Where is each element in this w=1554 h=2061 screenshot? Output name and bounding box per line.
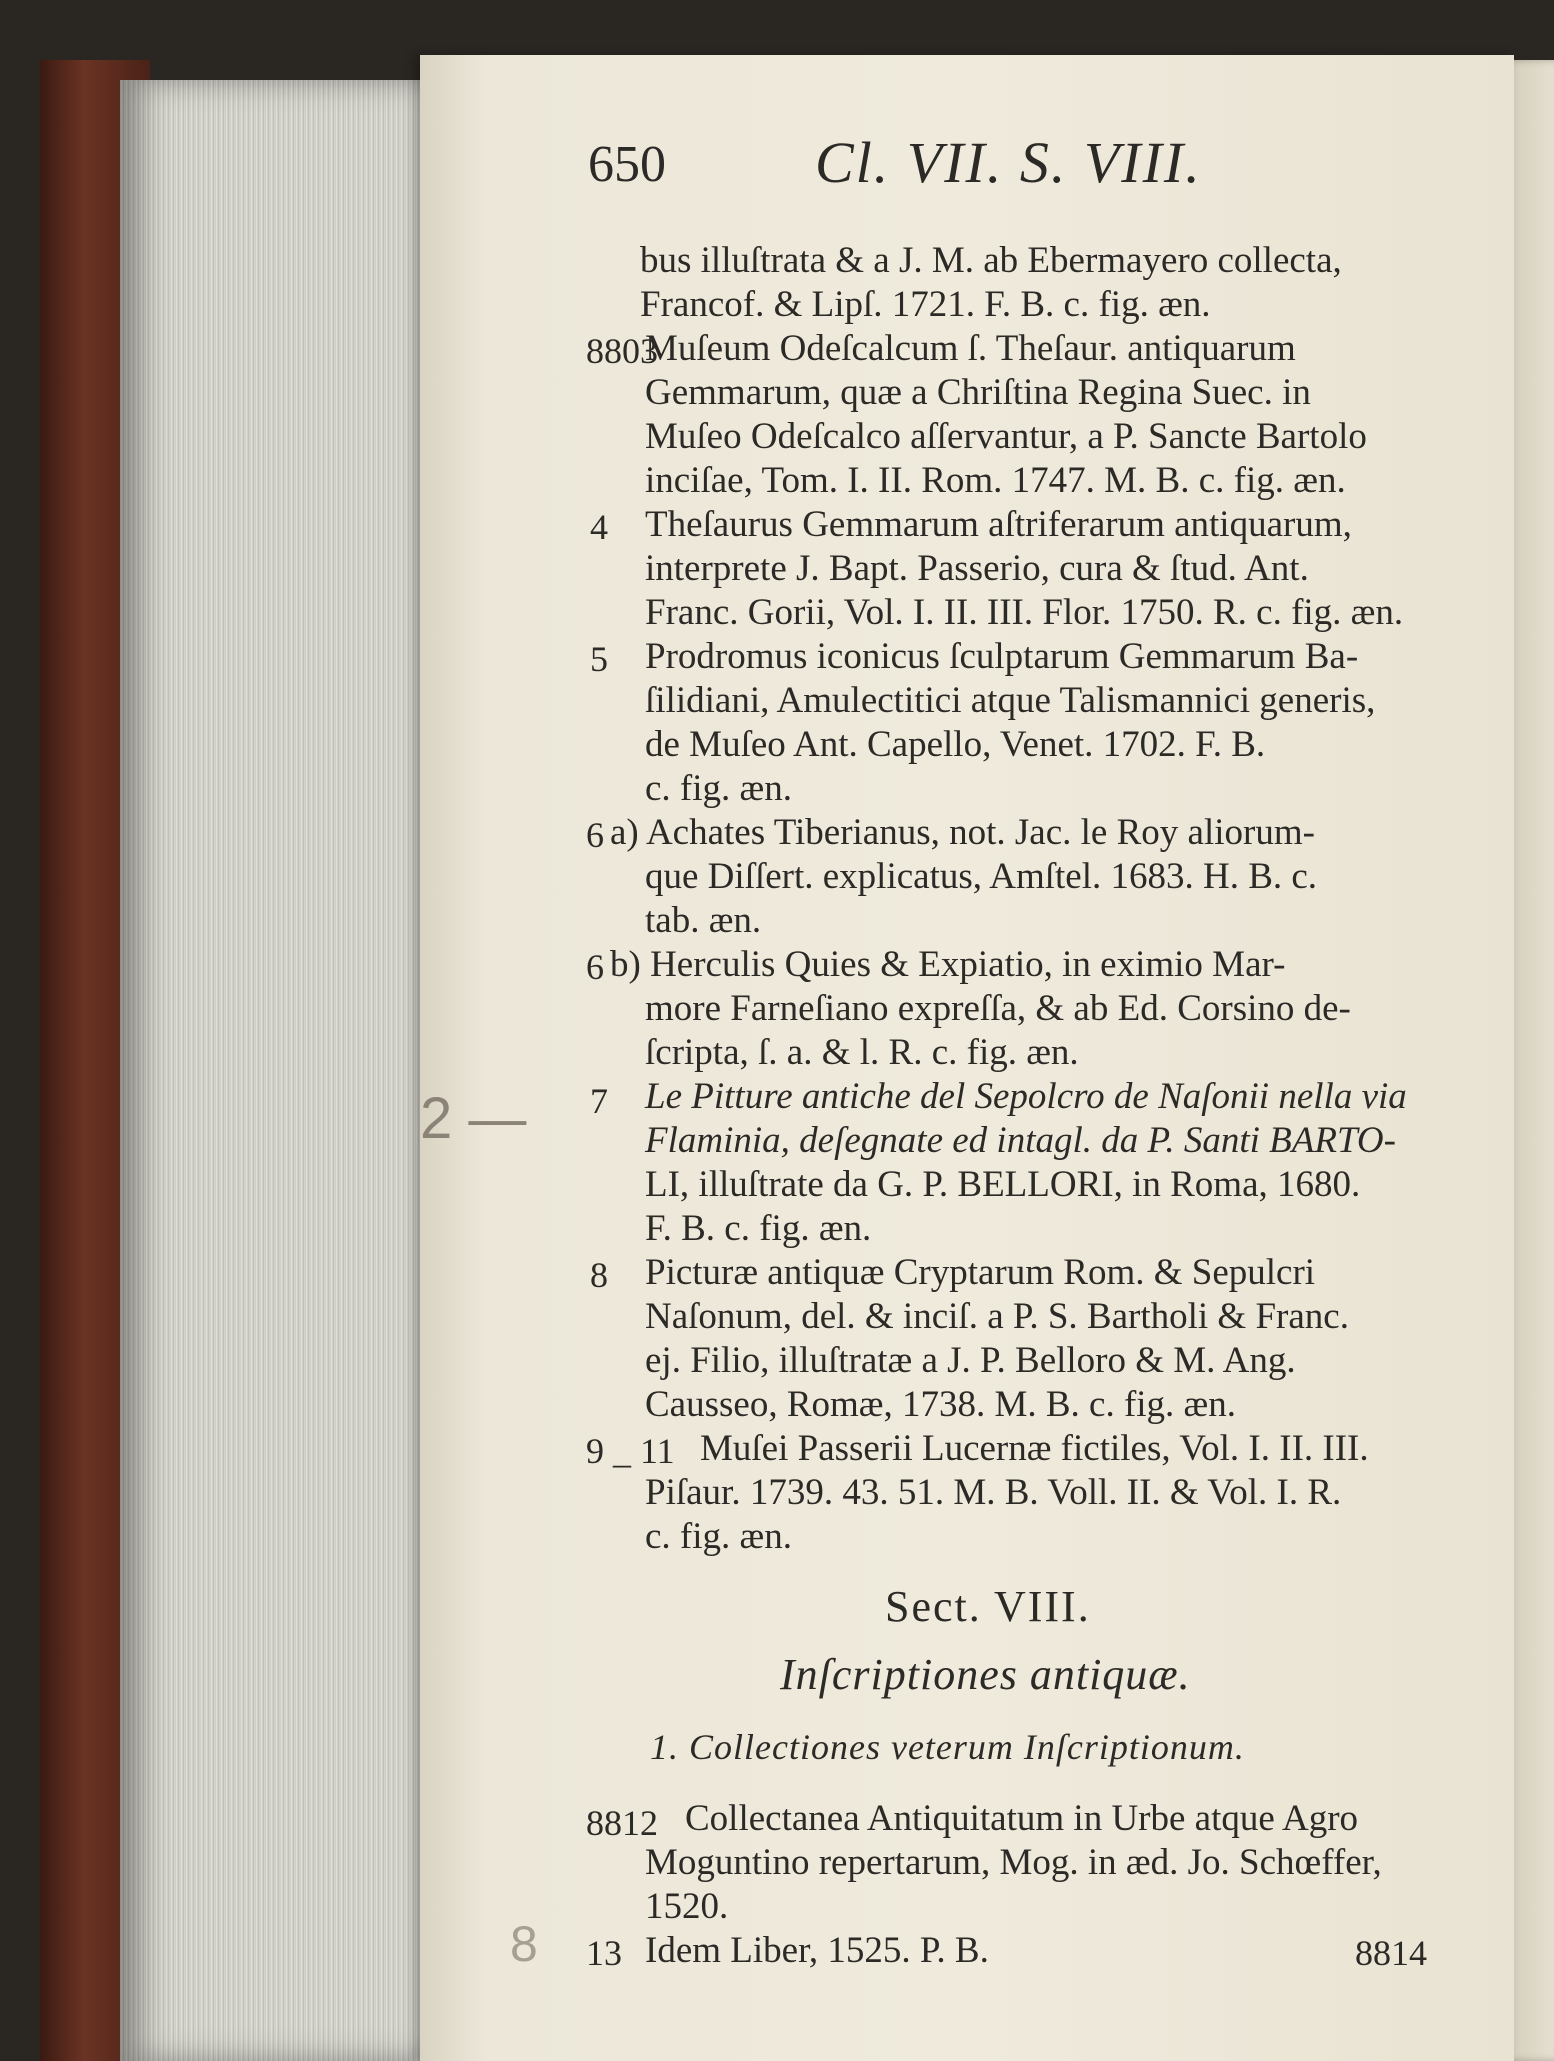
catchword: 8814 bbox=[1355, 1933, 1427, 1973]
text-line: de Muſeo Ant. Capello, Venet. 1702. F. B. bbox=[645, 724, 1266, 765]
entry-number: 9 _ 11 bbox=[586, 1431, 675, 1471]
text-line: Muſei Passerii Lucernæ fictiles, Vol. I. II. III. bbox=[700, 1428, 1369, 1469]
book-page bbox=[420, 55, 1514, 2061]
text-line: F. B. c. fig. æn. bbox=[645, 1208, 872, 1249]
text-line: Collectanea Antiquitatum in Urbe atque Agro bbox=[685, 1798, 1359, 1839]
entry-number: 6 bbox=[586, 815, 604, 855]
text-line: Flaminia, deſegnate ed intagl. da P. Santi BARTO- bbox=[645, 1120, 1396, 1161]
text-line: bus illuſtrata & a J. M. ab Ebermayero collecta, bbox=[640, 240, 1342, 281]
text-line: Prodromus iconicus ſculptarum Gemmarum Ba- bbox=[645, 636, 1359, 677]
text-line: Muſeo Odeſcalco aſſervantur, a P. Sancte Bartolo bbox=[645, 416, 1367, 457]
entry-number: 7 bbox=[590, 1081, 608, 1121]
running-title: Cl. VII. S. VIII. bbox=[815, 130, 1202, 195]
text-line: que Diſſert. explicatus, Amſtel. 1683. H. B. c. bbox=[645, 856, 1318, 897]
text-line: Gemmarum, quæ a Chriſtina Regina Suec. in bbox=[645, 372, 1311, 413]
text-line: a) Achates Tiberianus, not. Jac. le Roy aliorum- bbox=[610, 812, 1315, 853]
text-line: Le Pitture antiche del Sepolcro de Naſonii nella via bbox=[645, 1076, 1407, 1117]
text-line: more Farneſiano expreſſa, & ab Ed. Corsino de- bbox=[645, 988, 1351, 1029]
text-line: Francof. & Lipſ. 1721. F. B. c. fig. æn. bbox=[640, 284, 1211, 325]
entry-number: 8 bbox=[590, 1255, 608, 1295]
text-line: ſilidiani, Amulectitici atque Talismannici generis, bbox=[645, 680, 1376, 721]
text-line: inciſae, Tom. I. II. Rom. 1747. M. B. c. fig. æn. bbox=[645, 460, 1346, 501]
text-line: ſcripta, ſ. a. & l. R. c. fig. æn. bbox=[645, 1032, 1079, 1073]
text-line: Muſeum Odeſcalcum ſ. Theſaur. antiquarum bbox=[645, 328, 1296, 369]
text-line: c. fig. æn. bbox=[645, 768, 792, 809]
text-line: ej. Filio, illuſtratæ a J. P. Belloro & M. Ang. bbox=[645, 1340, 1296, 1381]
text-line: Picturæ antiquæ Cryptarum Rom. & Sepulcri bbox=[645, 1252, 1316, 1293]
pencil-margin-note: 8 bbox=[510, 1916, 538, 1972]
text-line: Piſaur. 1739. 43. 51. M. B. Voll. II. & Vol. I. R. bbox=[645, 1472, 1342, 1513]
entry-number: 8812 bbox=[586, 1803, 658, 1843]
entry-number: 5 bbox=[590, 639, 608, 679]
text-line: Naſonum, del. & inciſ. a P. S. Bartholi & Franc. bbox=[645, 1296, 1349, 1337]
section-subtitle: 1. Collectiones veterum Inſcriptionum. bbox=[650, 1727, 1245, 1767]
entry-number: 8803 bbox=[586, 331, 658, 371]
page-number: 650 bbox=[588, 136, 666, 193]
page-edges bbox=[120, 80, 420, 2061]
text-line: tab. æn. bbox=[645, 900, 762, 941]
entry-number: 4 bbox=[590, 507, 608, 547]
text-line: interprete J. Bapt. Passerio, cura & ſtud. Ant. bbox=[645, 548, 1309, 589]
text-line: c. fig. æn. bbox=[645, 1516, 792, 1557]
section-heading: Sect. VIII. bbox=[885, 1582, 1091, 1631]
text-line: Moguntino repertarum, Mog. in æd. Jo. Schœffer, bbox=[645, 1842, 1382, 1883]
entry-number: 6 bbox=[586, 947, 604, 987]
text-line: Idem Liber, 1525. P. B. bbox=[645, 1930, 989, 1971]
section-title: Inſcriptiones antiquæ. bbox=[780, 1650, 1191, 1699]
text-line: b) Herculis Quies & Expiatio, in eximio Mar- bbox=[610, 944, 1286, 985]
text-line: Franc. Gorii, Vol. I. II. III. Flor. 1750. R. c. fig. æn. bbox=[645, 592, 1404, 633]
text-line: Causseo, Romæ, 1738. M. B. c. fig. æn. bbox=[645, 1384, 1236, 1425]
pencil-margin-note: 2 — bbox=[420, 1086, 527, 1151]
entry-number: 13 bbox=[586, 1933, 622, 1973]
text-line: 1520. bbox=[645, 1886, 729, 1927]
text-line: Theſaurus Gemmarum aſtriferarum antiquarum, bbox=[645, 504, 1352, 545]
text-line: LI, illuſtrate da G. P. BELLORI, in Roma, 1680. bbox=[645, 1164, 1361, 1205]
